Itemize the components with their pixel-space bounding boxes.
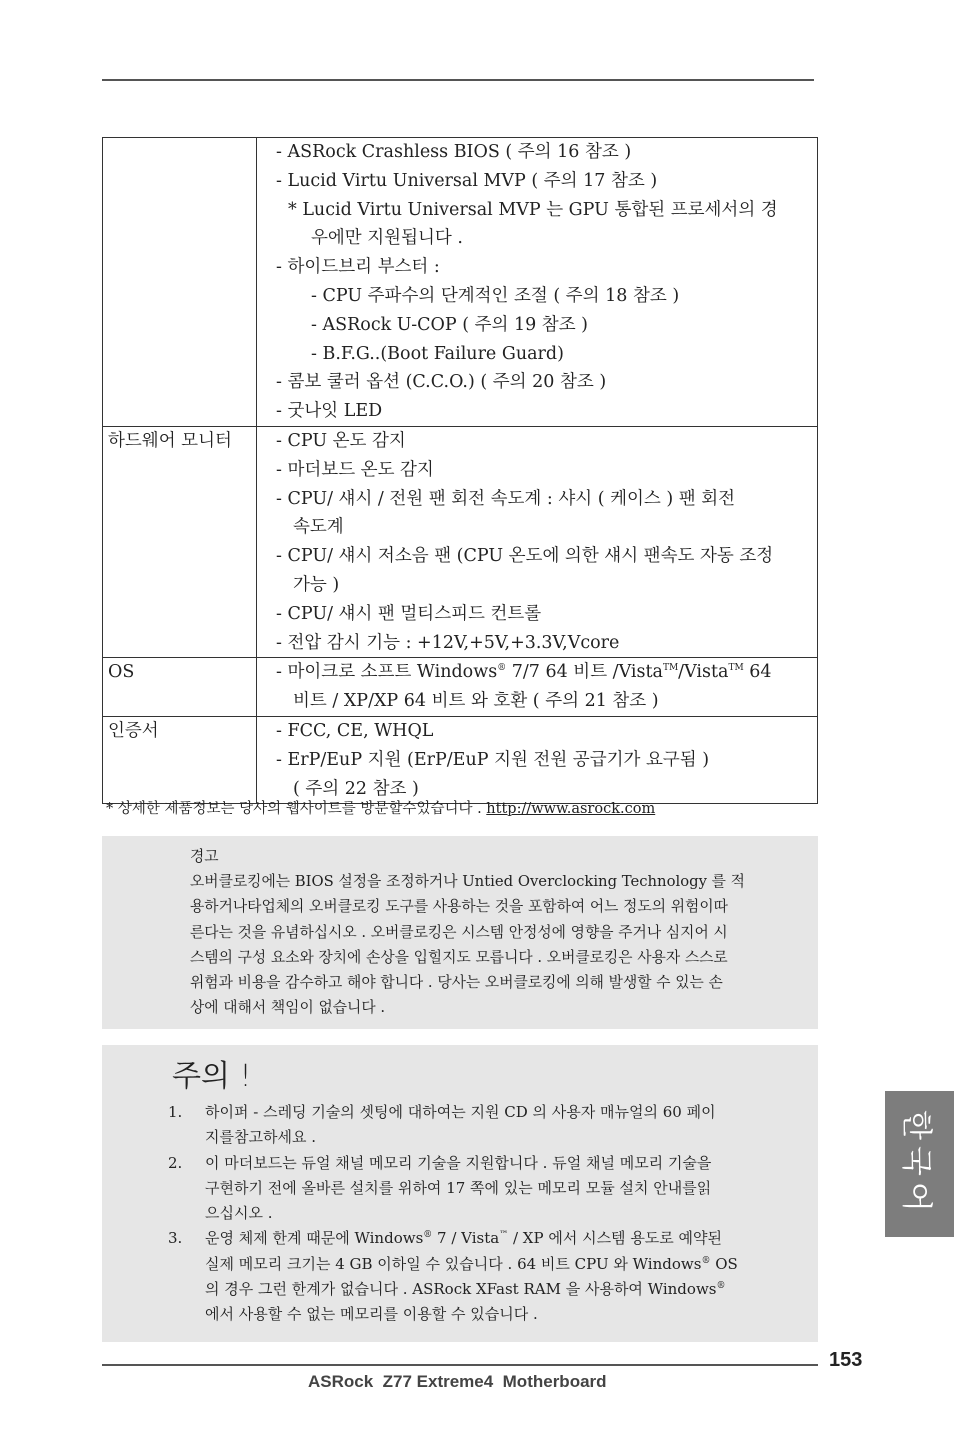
note-line: 에서 사용할 수 없는 메모리를 이용할 수 있습니다 . [205, 1305, 538, 1324]
spec-line: 비트 / XP/XP 64 비트 와 호환 ( 주의 21 참조 ) [293, 691, 659, 712]
product-info-footnote [106, 797, 655, 818]
page-number: 153 [829, 1349, 863, 1371]
spec-text: 64 [743, 662, 772, 683]
note-text: 7 / Vista [432, 1229, 500, 1248]
note-text: / XP 에서 시스템 용도로 예약된 [508, 1229, 723, 1248]
footer-title: ASRock Z77 Extreme4 Motherboard [308, 1372, 607, 1391]
note-line: 하이퍼 - 스레딩 기술의 셋팅에 대하여는 지원 CD 의 사용자 매뉴얼의 60 페이 [205, 1103, 716, 1121]
table-row [103, 138, 818, 427]
warning-line: 른다는 것을 유념하십시오 . 오버클로킹은 시스템 안정성에 영향을 주거나 심지어 시 [190, 923, 728, 941]
note-text: 운영 체제 한계 때문에 Windows [205, 1229, 424, 1248]
note-title: 주의 ! [172, 1059, 252, 1094]
footnote-text: * 상세한 제품정보는 당사의 웹사이트를 방문할수있습니다 . [106, 801, 487, 817]
registered-mark: ® [701, 1255, 711, 1266]
spec-line: - 굿나잇 LED [276, 401, 383, 422]
row-label [103, 138, 257, 427]
note-text: 실제 메모리 크기는 4 GB 이하일 수 있습니다 . 64 비트 CPU 와 Windows [205, 1254, 702, 1273]
row-value [257, 426, 818, 657]
note-box [102, 1045, 818, 1342]
row-value [257, 138, 818, 427]
row-value [257, 658, 818, 717]
note-text: OS [710, 1254, 738, 1273]
row-label: 인증서 [103, 716, 257, 803]
website-link[interactable]: http://www.asrock.com [486, 801, 656, 817]
spec-line: - FCC, CE, WHQL [276, 720, 434, 741]
note-line [205, 1252, 808, 1277]
warning-line: 용하거나타업체의 오버클로킹 도구를 사용하는 것을 포함하여 어느 정도의 위험이따 [190, 898, 728, 916]
trademark-mark: ™ [499, 1230, 509, 1241]
spec-line: - 하이드브리 부스터 : [276, 257, 440, 278]
spec-line: - CPU/ 섀시 팬 멀티스피드 컨트롤 [276, 603, 542, 624]
warning-line: 상에 대해서 책임이 없습니다 . [190, 999, 386, 1017]
row-label: OS [103, 658, 257, 717]
note-item [168, 1226, 808, 1327]
table-row [103, 658, 818, 717]
bottom-rule [102, 1364, 818, 1366]
spec-line: * Lucid Virtu Universal MVP 는 GPU 통합된 프로세서의 경 [288, 199, 778, 220]
warning-line: 스템의 구성 요소와 장치에 손상을 입힐지도 모릅니다 . 오버클로킹은 사용자 스스로 [190, 948, 728, 966]
language-side-tab [885, 1091, 954, 1237]
spec-line: - CPU 온도 감지 [276, 430, 406, 451]
spec-line: - 마더보드 온도 감지 [276, 459, 434, 480]
spec-text: - 마이크로 소프트 Windows [276, 662, 498, 683]
warning-line: 오버클로킹에는 BIOS 설정을 조정하거나 Untied Overclocking Technology 를 적 [190, 873, 745, 891]
trademark-mark: TM [728, 663, 744, 674]
note-line [205, 1226, 808, 1251]
spec-line: - ErP/EuP 지원 (ErP/EuP 지원 전원 공급기가 요구됨 ) [276, 749, 710, 770]
top-rule [102, 79, 814, 81]
table-row [103, 716, 818, 803]
note-number: 2. [168, 1153, 183, 1172]
spec-line: - 콤보 쿨러 옵션 (C.C.O.) ( 주의 20 참조 ) [276, 372, 607, 393]
registered-mark: ® [423, 1230, 433, 1241]
trademark-mark: TM [662, 663, 679, 674]
note-number: 3. [168, 1229, 183, 1248]
spec-line: - CPU 주파수의 단계적인 조절 ( 주의 18 참조 ) [311, 285, 680, 306]
warning-line: 위험과 비용을 감수하고 해야 합니다 . 당사는 오버클로킹에 의해 발생할 수 있는 손 [190, 974, 723, 992]
note-text: 의 경우 그런 한계가 없습니다 . ASRock XFast RAM 을 사용하여 Windows [205, 1280, 717, 1299]
spec-line: - ASRock Crashless BIOS ( 주의 16 참조 ) [276, 142, 632, 162]
spec-line: - ASRock U-COP ( 주의 19 참조 ) [311, 314, 589, 335]
registered-mark: ® [497, 663, 507, 674]
row-label: 하드웨어 모니터 [103, 426, 257, 657]
spec-line: 속도계 [293, 517, 344, 538]
registered-mark: ® [716, 1281, 726, 1292]
spec-line: 우에만 지원됩니다 . [311, 228, 463, 249]
warning-text [190, 844, 818, 1020]
spec-table [102, 137, 818, 804]
note-line: 으십시오 . [205, 1204, 273, 1223]
language-label: 한국어 [898, 1110, 934, 1218]
note-line [205, 1277, 808, 1302]
note-item [168, 1100, 808, 1151]
spec-line: 가능 ) [293, 574, 340, 595]
spec-line [276, 658, 817, 687]
table-row [103, 426, 818, 657]
spec-line: - 전압 감시 기능 : +12V,+5V,+3.3V,Vcore [276, 632, 620, 653]
note-line: 지를참고하세요 . [205, 1128, 316, 1147]
spec-text: /Vista [678, 662, 729, 683]
warning-box [102, 836, 818, 1029]
spec-line: - CPU/ 섀시 저소음 팬 (CPU 온도에 의한 섀시 팬속도 자동 조정 [276, 546, 774, 567]
warning-title: 경고 [190, 848, 219, 865]
note-item [168, 1151, 808, 1227]
note-line: 이 마더보드는 듀얼 채널 메모리 기술을 지원합니다 . 듀얼 채널 메모리 기술을 [205, 1153, 712, 1172]
spec-text: 7/7 64 비트 /Vista [506, 662, 663, 683]
spec-line: - Lucid Virtu Universal MVP ( 주의 17 참조 ) [276, 170, 658, 191]
note-number: 1. [168, 1103, 183, 1121]
row-value [257, 716, 818, 803]
spec-line: - CPU/ 섀시 / 전원 팬 회전 속도계 : 샤시 ( 케이스 ) 팬 회전 [276, 488, 736, 509]
spec-line: - B.F.G..(Boot Failure Guard) [311, 343, 564, 364]
spec-line: ( 주의 22 참조 ) [293, 778, 419, 799]
note-line: 구현하기 전에 올바른 설치를 위하여 17 쪽에 있는 메모리 모듈 설치 안내를읽 [205, 1178, 712, 1197]
note-list [168, 1100, 808, 1328]
